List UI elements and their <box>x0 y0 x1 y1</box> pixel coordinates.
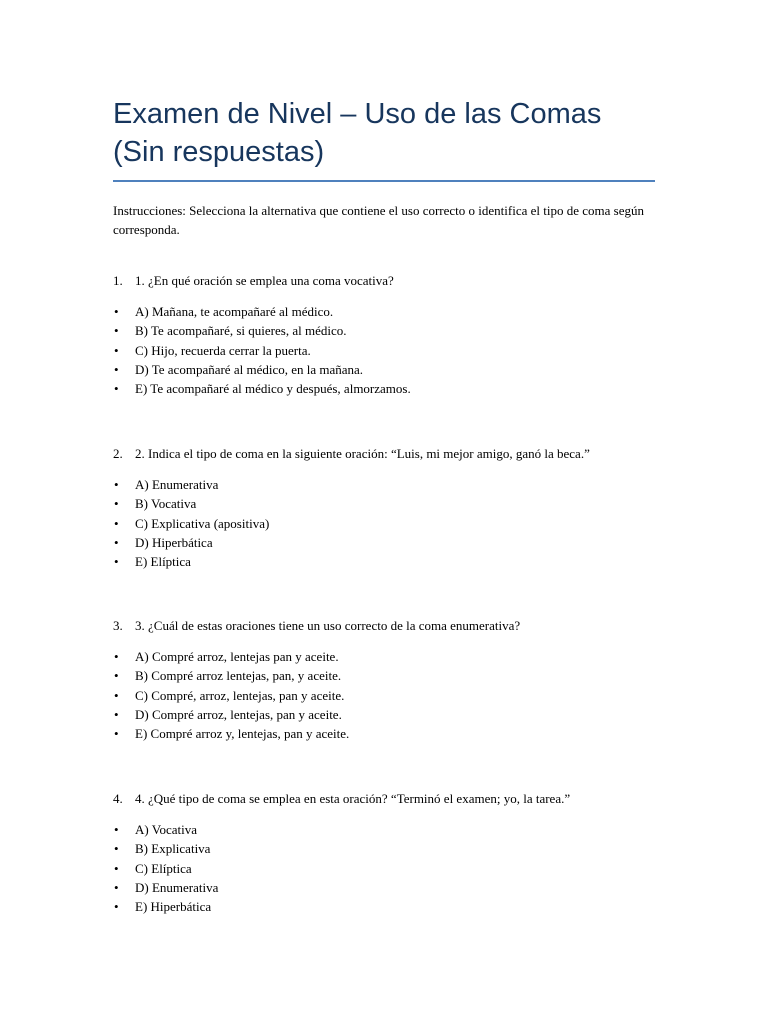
bullet-icon: • <box>114 323 119 339</box>
option-item <box>113 705 658 724</box>
option-text: C) Hijo, recuerda cerrar la puerta. <box>135 342 311 358</box>
question-text: 2. Indica el tipo de coma en la siguiente oración: “Luis, mi mejor amigo, ganó la beca.” <box>135 446 590 461</box>
option-item <box>113 379 658 398</box>
bullet-icon: • <box>114 649 119 664</box>
option-text: C) Explicativa (apositiva) <box>135 515 270 531</box>
option-text: E) Te acompañaré al médico y después, almorzamos. <box>135 381 411 397</box>
bullet-icon: • <box>114 515 119 531</box>
option-item <box>113 859 658 878</box>
question-text: 3. ¿Cuál de estas oraciones tiene un uso correcto de la coma enumerativa? <box>135 618 521 633</box>
bullet-icon: • <box>114 554 119 570</box>
bullet-icon: • <box>114 534 119 550</box>
question-4-options <box>113 820 658 916</box>
option-item <box>113 321 658 340</box>
question-1 <box>113 271 658 397</box>
title-divider <box>113 180 655 182</box>
option-item <box>113 820 658 839</box>
question-number: 3. <box>113 618 123 633</box>
option-text: D) Compré arroz, lentejas, pan y aceite. <box>135 706 342 722</box>
bullet-icon: • <box>114 860 119 876</box>
question-2 <box>113 444 658 570</box>
document-title: Examen de Nivel – Uso de las Comas (Sin respuestas) <box>113 98 602 168</box>
option-text: B) Te acompañaré, si quieres, al médico. <box>135 323 347 339</box>
option-text: A) Mañana, te acompañaré al médico. <box>135 304 334 319</box>
option-item <box>113 514 658 533</box>
option-text: E) Elíptica <box>135 554 191 570</box>
bullet-icon: • <box>114 841 119 857</box>
option-text: D) Enumerativa <box>135 879 219 895</box>
question-3-heading <box>113 616 658 635</box>
option-text: E) Compré arroz y, lentejas, pan y aceite. <box>135 726 350 742</box>
option-text: C) Elíptica <box>135 860 192 876</box>
question-2-heading <box>113 444 658 463</box>
option-text: A) Compré arroz, lentejas pan y aceite. <box>135 649 339 664</box>
bullet-icon: • <box>114 899 119 915</box>
option-item <box>113 878 658 897</box>
option-text: D) Hiperbática <box>135 534 213 550</box>
question-2-options <box>113 475 658 571</box>
option-text: D) Te acompañaré al médico, en la mañana. <box>135 361 364 377</box>
option-text: B) Vocativa <box>135 496 197 512</box>
question-3 <box>113 616 658 742</box>
bullet-icon: • <box>114 726 119 742</box>
bullet-icon: • <box>114 822 119 837</box>
option-item <box>113 647 658 666</box>
option-text: A) Enumerativa <box>135 477 219 492</box>
bullet-icon: • <box>114 361 119 377</box>
option-text: A) Vocativa <box>135 822 197 837</box>
bullet-icon: • <box>114 706 119 722</box>
option-item <box>113 552 658 571</box>
option-text: B) Explicativa <box>135 841 211 857</box>
option-item <box>113 341 658 360</box>
question-number: 4. <box>113 791 123 806</box>
option-text: C) Compré, arroz, lentejas, pan y aceite. <box>135 687 345 703</box>
option-item <box>113 475 658 494</box>
bullet-icon: • <box>114 879 119 895</box>
option-item <box>113 724 658 743</box>
option-item <box>113 533 658 552</box>
option-text: E) Hiperbática <box>135 899 212 915</box>
bullet-icon: • <box>114 668 119 684</box>
option-item <box>113 666 658 685</box>
question-1-options <box>113 302 658 398</box>
bullet-icon: • <box>114 342 119 358</box>
option-item <box>113 494 658 513</box>
question-text: 4. ¿Qué tipo de coma se emplea en esta oración? “Terminó el examen; yo, la tarea.” <box>135 791 571 806</box>
question-4 <box>113 789 658 915</box>
bullet-icon: • <box>114 687 119 703</box>
bullet-icon: • <box>114 477 119 492</box>
option-item <box>113 839 658 858</box>
question-text: 1. ¿En qué oración se emplea una coma vocativa? <box>135 273 394 288</box>
bullet-icon: • <box>114 381 119 397</box>
question-number: 1. <box>113 273 123 288</box>
instructions-text: Instrucciones: Selecciona la alternativa que contiene el uso correcto o identifica el tipo de coma según corresponda. <box>113 203 644 237</box>
option-item <box>113 686 658 705</box>
question-number: 2. <box>113 446 123 461</box>
option-item <box>113 302 658 321</box>
option-item <box>113 897 658 916</box>
bullet-icon: • <box>114 496 119 512</box>
bullet-icon: • <box>114 304 119 319</box>
question-4-heading <box>113 789 658 808</box>
option-text: B) Compré arroz lentejas, pan, y aceite. <box>135 668 342 684</box>
question-1-heading <box>113 271 658 290</box>
question-3-options <box>113 647 658 743</box>
option-item <box>113 360 658 379</box>
